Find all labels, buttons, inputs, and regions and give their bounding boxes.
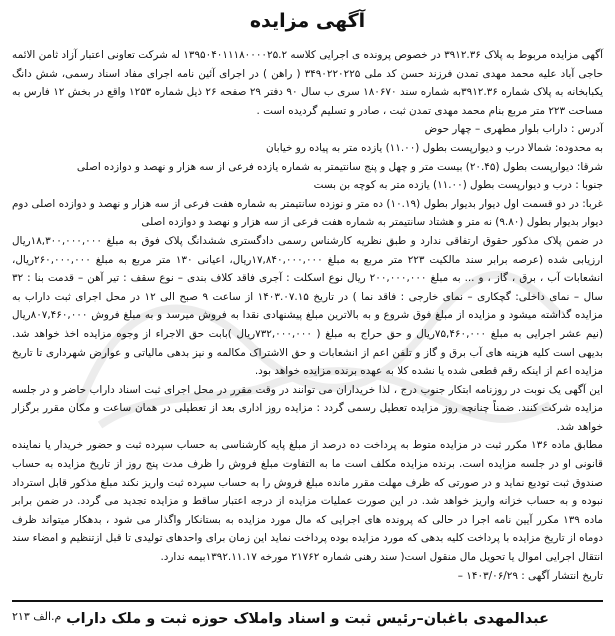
notice-title: آگهی مزایده <box>249 10 366 32</box>
paragraph-valuation: در ضمن پلاک مذکور حقوق ارتفاقی ندارد و طبق نظریه کارشناس رسمی دادگستری ششدانگ پلاک فوق به مبلغ ۱۸,۳۰۰,۰۰۰,۰۰۰ریال ارزیابی شده (عرصه برابر سند مالکیت ۲۲۳ متر مربع به مبلغ ۱۷,۸۴۰,۰۰۰,۰۰۰ریال، اعیانی ۱۳۰ متر مربع به مبلغ ۲۶۰,۰۰۰,۰۰۰ریال، انشعابات آب ، برق ، گاز ، و ... به مبلغ ۲۰۰,۰۰۰,۰۰۰ ریال نوع اسکلت : آجری فاقد کلاف بندی – نوع سقف : تیر آهن – قدمت بنا : ۳۲ سال – نمای داخلی: گچکاری – نمای خارجی : فاقد نما ) در تاریخ ۱۴۰۳.۰۷.۱۵ از ساعت ۹ صبح الی ۱۲ در محل اجرای ثبت داراب به مزایده گذاشته میشود و مزایده از مبلغ فوق شروع و به بالاترین مبلغ پیشنهادی نقدا به فروش میرسد و به مبلغ فروش ۸۰۷,۴۶۰,۰۰۰ریال (نیم عشر اجرایی به مبلغ ۷۵,۴۶۰,۰۰۰ریال و حق حراج به مبلغ ( ۷۳۲,۰۰۰,۰۰۰ریال )بابت حق الاجراء از وجوه مزایده اخذ خواهد شد. بدیهی است کلیه هزینه های آب برق و گاز و تلفن اعم از انشعابات و حق الاشتراک مکالمه و نیز بدهی مالیاتی و عوارض شهرداری تا تاریخ مزایده اعم از اینکه رقم قطعی شده یا نشده کلا به عهده برنده مزایده خواهد بود. <box>12 234 604 378</box>
paragraph-conditions: مطابق ماده ۱۳۶ مکرر ثبت در مزایده متوط به پرداخت ده درصد از مبلغ پایه کارشناسی به حساب سپرده ثبت و حضور خریدار یا نماینده قانونی او در جلسه مزایده است. برنده مزایده مکلف است ما به التفاوت مبلغ فروش را ظرف مدت پنج روز از تاریخ مزایده به حساب صندوق ثبت تودیع نماید و در صورتی که ظرف مهلت مقرر مانده مبلغ فروش را به حساب سپرده ثبت واریز نکند مبلغ مذکور قابل استرداد نبوده و به حساب خزانه واریز خواهد شد. در این صورت عملیات مزایده از درجه اعتبار ساقط و مزایده تجدید می گردد. در ضمن برابر ماده ۱۳۹ مکرر آیین نامه اجرا در حالی که پرونده های اجرایی که مال مورد مزایده به بستانکار واگذار می شود ، بدهکار میتواند ظرف دوماه از تاریخ مزایده با پرداخت کلیه بدهی که مورد مزایده بوده پرداخت نماید این زمان برای واحدهای تولیدی تا قبل ازتنظیم و امضاء سند انتقال اجرایی اموال یا تحویل مال منقول است( سند رهنی شماره ۲۱۷۶۲ مورخه ۱۳۹۲.۱۱.۱۷بیمه ندارد. <box>12 439 603 564</box>
paragraph-intro: آگهی مزایده مربوط به پلاک ۳۹۱۲.۳۶ در خصوص پرونده ی اجرایی کلاسه ۱۳۹۵۰۴۰۱۱۱۸۰۰۰۰۲۵.۲ له شرکت تعاونی اعتبار آزاد ثامن الائمه حاجی آباد علیه محمد مهدی تمدن فرزند حسن کد ملی ۳۴۹۰۲۲۰۲۲۵ ( راهن ) در اجرای آئین نامه اجرای مفاد اسناد رسمی، شش دانگ یکبابخانه به پلاک شماره ۳۹۱۲.۳۶به شماره سند ۱۸۰۶۷۰ سری ب سال ۹۰ دفتر ۲۹ صفحه ۲۶ ذیل شماره ۱۲۵۳ واقع در بخش ۱۲ فارس به مساحت ۲۲۳ متر مربع بنام محمد مهدی تمدن ثبت ، صادر و تسلیم گردیده است . <box>12 49 603 117</box>
notice-body <box>12 46 603 585</box>
paragraph-south-boundary: جنوبا : درب و دیوارپست بطول (۱۱.۰۰) یازده متر به کوچه بن بست <box>313 179 603 192</box>
paragraph-east-boundary: شرقا: دیوارپست بطول (۲۰.۴۵) بیست متر و چهل و پنج سانتیمتر به شماره یازده فرعی از سه هزار و نهصد و دوازده اصلی <box>76 160 603 173</box>
paragraph-date: تاریخ انتشار آگهی : ۱۴۰۳/۰۶/۲۹ – <box>457 569 603 582</box>
paragraph-west-boundary: غربا: در دو قسمت اول دیوار بدیوار بطول (۱۰.۱۹) ده متر و نوزده سانتیمتر به شماره هفت فرعی از سه هزار و نهصد و دوازده اصلی دوم دیوار بدیوار بطول (۹.۸۰) نه متر و هشتاد سانتیمتر به شماره هفت فرعی از سه هزار و نهصد و دوازده اصلی <box>12 197 603 229</box>
footer-signature: عبدالمهدی باغبان–رئیس ثبت و اسناد واملاک حوزه ثبت و ملک داراب <box>66 611 549 627</box>
paragraph-publication: این آگهی یک نوبت در روزنامه ابتکار جنوب درج ، لذا خریداران می توانند در وقت مقرر در محل اجرای ثبت اسناد داراب حاضر و در جلسه مزایده شرکت کنند. ضمناً چنانچه روز مزایده تعطیل رسمی گردد : مزایده روز اداری بعد از تعطیلی در همان ساعت و مکان مقرر برگزار خواهد شد. <box>12 383 603 433</box>
paragraph-north-boundary: به محدوده: شمالا درب و دیوارپست بطول (۱۱.۰۰) یازده متر به پیاده رو خیابان <box>266 141 603 154</box>
footer-code: م.الف ۲۱۳ <box>12 610 62 623</box>
notice-footer <box>12 600 603 636</box>
paragraph-address: آدرس : داراب بلوار مطهری – چهار حوض <box>424 123 603 136</box>
